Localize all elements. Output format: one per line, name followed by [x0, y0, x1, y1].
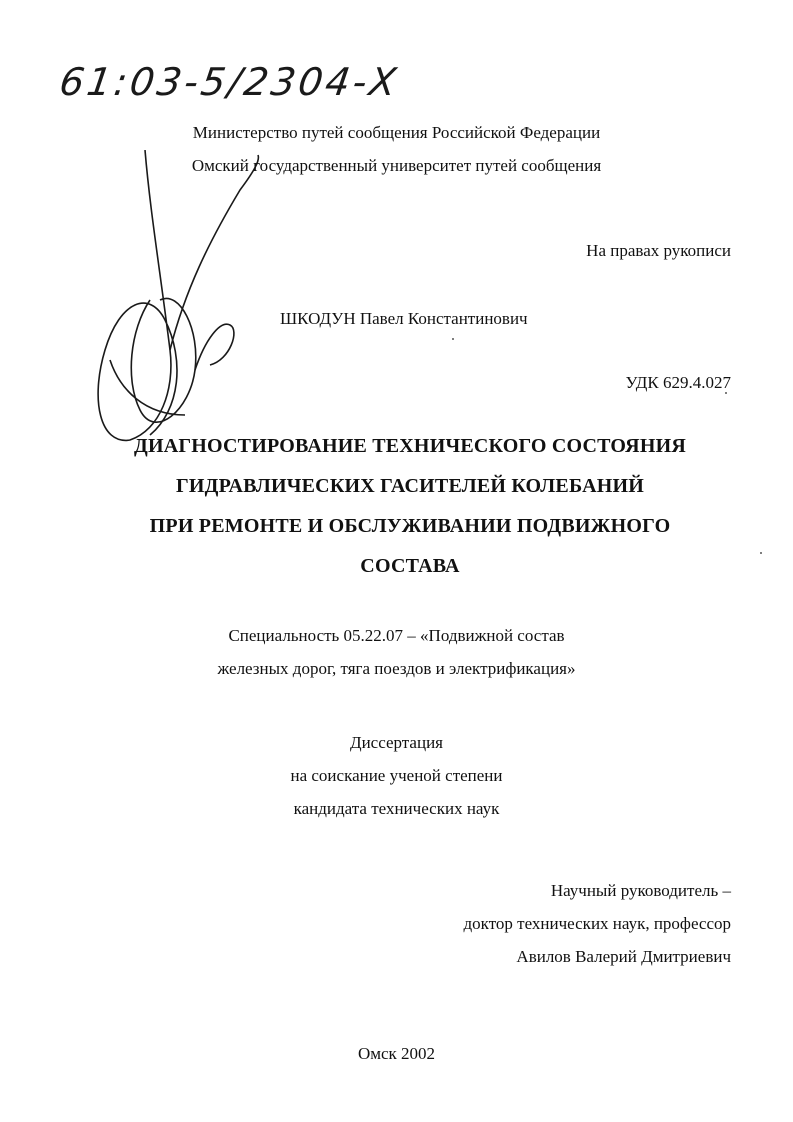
- title-line: ДИАГНОСТИРОВАНИЕ ТЕХНИЧЕСКОГО СОСТОЯНИЯ: [134, 435, 686, 457]
- degree-line: кандидата технических наук: [293, 799, 500, 818]
- dissertation-label: Диссертация: [349, 733, 443, 752]
- handwritten-signature: [90, 150, 260, 460]
- city-year: Омск 2002: [357, 1044, 436, 1063]
- scan-speck: [725, 392, 727, 394]
- title-line: ГИДРАВЛИЧЕСКИХ ГАСИТЕЛЕЙ КОЛЕБАНИЙ: [175, 475, 645, 497]
- specialty-line: железных дорог, тяга поездов и электрификация»: [217, 659, 576, 678]
- degree-line: на соискание ученой степени: [290, 766, 503, 785]
- specialty-line: Специальность 05.22.07 – «Подвижной состав: [228, 626, 565, 645]
- scan-speck: [452, 338, 454, 340]
- title-line: СОСТАВА: [360, 555, 460, 577]
- dissertation-title: [60, 426, 760, 586]
- supervisor-title: доктор технических наук, профессор: [463, 914, 731, 933]
- manuscript-note: На правах рукописи: [586, 241, 731, 260]
- scan-speck: [760, 552, 762, 554]
- supervisor-label: Научный руководитель –: [550, 881, 731, 900]
- udc-code: УДК 629.4.027: [625, 373, 731, 392]
- author-name: ШКОДУН Павел Константинович: [280, 309, 528, 328]
- title-line: ПРИ РЕМОНТЕ И ОБСЛУЖИВАНИИ ПОДВИЖНОГО: [149, 515, 671, 537]
- ministry-heading: Министерство путей сообщения Российской Федерации: [192, 123, 601, 142]
- supervisor-name: Авилов Валерий Дмитриевич: [516, 947, 731, 966]
- university-heading: Омский государственный университет путей сообщения: [191, 156, 602, 175]
- handwritten-archive-code: 61:03-5/2304-Х: [56, 60, 402, 104]
